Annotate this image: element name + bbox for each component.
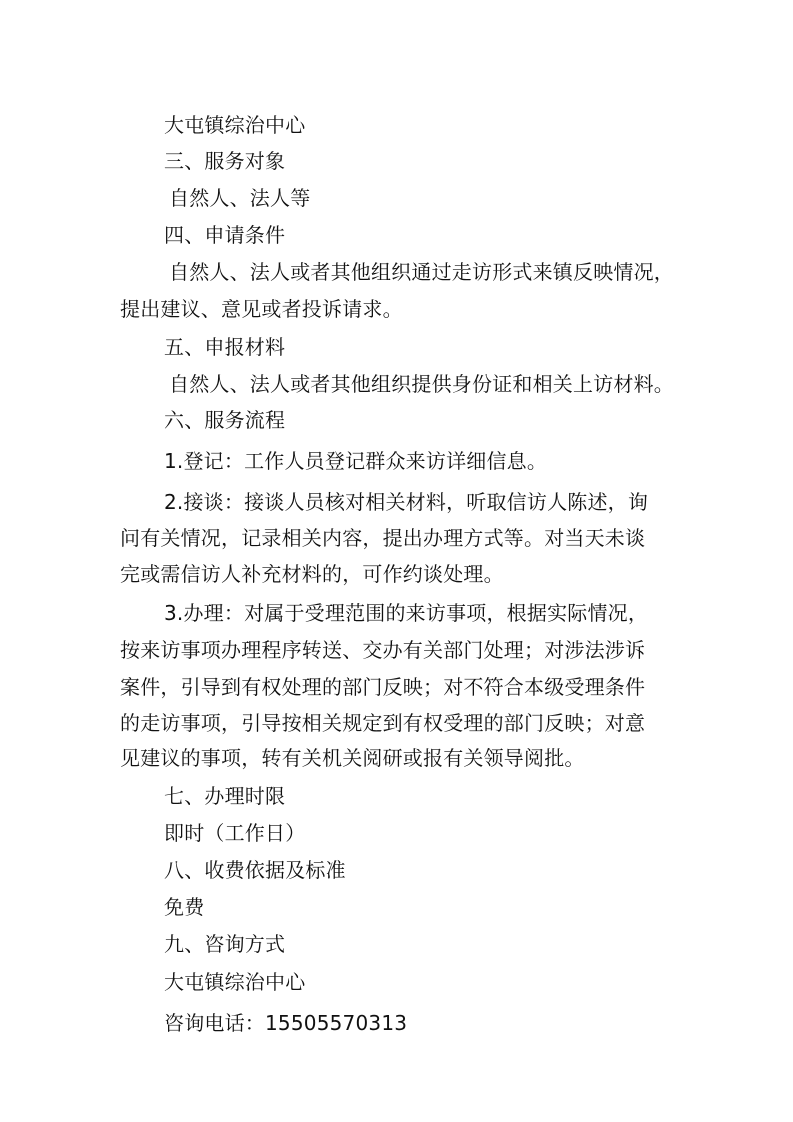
text-line: 提出建议、意见或者投诉请求。 xyxy=(120,297,403,321)
text-line: 按来访事项办理程序转送、交办有关部门处理；对涉法涉诉 xyxy=(120,638,646,662)
text-line: 问有关情况，记录相关内容，提出办理方式等。对当天未谈 xyxy=(120,526,646,550)
section-heading: 九、咨询方式 xyxy=(164,932,286,956)
section-heading: 四、申请条件 xyxy=(164,223,286,247)
text-line: 案件，引导到有权处理的部门反映；对不符合本级受理条件 xyxy=(120,675,646,699)
text-line: 免费 xyxy=(164,895,205,919)
text-line: 1.登记：工作人员登记群众来访详细信息。 xyxy=(164,449,548,473)
text-line: 即时（工作日） xyxy=(164,821,306,845)
text-line: 2.接谈：接谈人员核对相关材料，听取信访人陈述，询 xyxy=(164,490,649,514)
section-heading: 八、收费依据及标准 xyxy=(164,858,346,882)
text-line: 3.办理：对属于受理范围的来访事项，根据实际情况， xyxy=(164,601,649,625)
text-line: 自然人、法人或者其他组织通过走访形式来镇反映情况， xyxy=(169,260,674,284)
text-line: 的走访事项，引导按相关规定到有权受理的部门反映；对意 xyxy=(120,711,646,735)
section-heading: 五、申报材料 xyxy=(164,335,286,359)
section-heading: 三、服务对象 xyxy=(164,149,286,173)
text-line: 自然人、法人等 xyxy=(169,186,311,210)
text-line: 见建议的事项，转有关机关阅研或报有关领导阅批。 xyxy=(120,746,585,770)
text-line: 自然人、法人或者其他组织提供身份证和相关上访材料。 xyxy=(169,372,674,396)
text-line: 大屯镇综治中心 xyxy=(164,113,306,137)
contact-phone: 咨询电话：15505570313 xyxy=(164,1011,408,1035)
text-line: 大屯镇综治中心 xyxy=(164,970,306,994)
text-line: 完或需信访人补充材料的，可作约谈处理。 xyxy=(120,562,504,586)
section-heading: 七、办理时限 xyxy=(164,784,286,808)
section-heading: 六、服务流程 xyxy=(164,408,286,432)
